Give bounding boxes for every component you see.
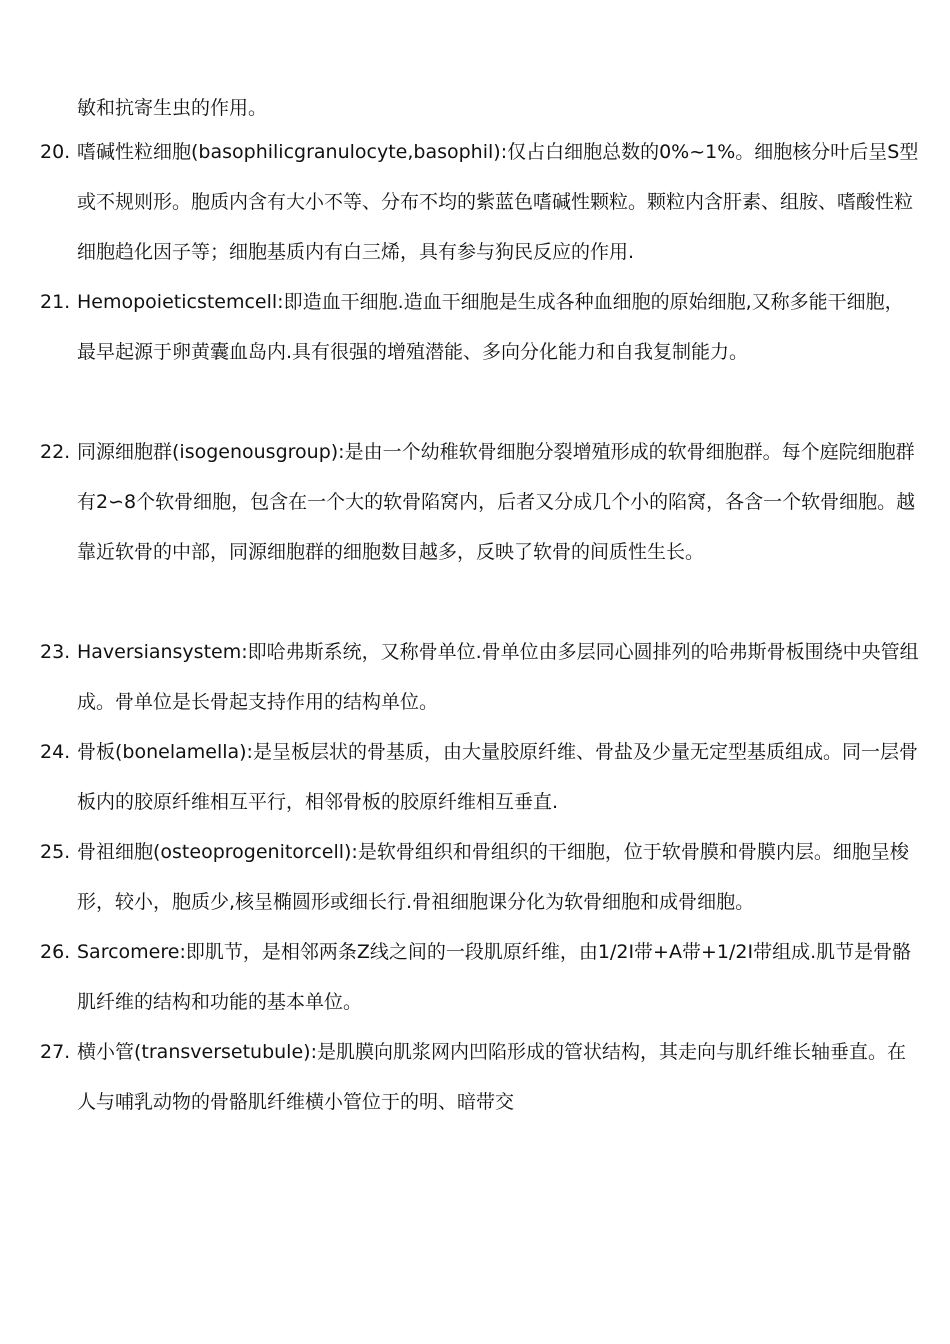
entry-text: 嗜碱性粒细胞(basophilicgranulocyte,basophil):仅占白细胞总数的0%~1%。细胞核分叶后呈S型或不规则形。胞质内含有大小不等、分布不均的紫蓝色嗜碱性颗粒。颗粒内含肝素、组胺、嗜酸性粒细胞趋化因子等；细胞基质内有白三烯，具有参与狗民反应的作用. xyxy=(77,141,919,263)
entry-27 xyxy=(40,1027,920,1127)
entry-22 xyxy=(40,427,920,577)
entry-number: 25. xyxy=(40,841,71,863)
entry-20 xyxy=(40,127,920,277)
entry-number: 20. xyxy=(40,141,71,163)
entry-24 xyxy=(40,727,920,827)
entry-number: 23. xyxy=(40,641,71,663)
entry-number: 26. xyxy=(40,941,71,963)
entry-text: Sarcomere:即肌节，是相邻两条Z线之间的一段肌原纤维，由1/2I带+A带+1/2I带组成.肌节是骨骼肌纤维的结构和功能的基本单位。 xyxy=(77,941,912,1013)
entry-text: 骨板(bonelamella):是呈板层状的骨基质，由大量胶原纤维、骨盐及少量无定型基质组成。同一层骨板内的胶原纤维相互平行，相邻骨板的胶原纤维相互垂直. xyxy=(77,741,918,813)
entry-number: 22. xyxy=(40,441,71,463)
entry-25 xyxy=(40,827,920,927)
entry-text: 骨祖细胞(osteoprogenitorcell):是软骨组织和骨组织的干细胞，位于软骨膜和骨膜内层。细胞呈梭形，较小，胞质少,核呈椭圆形或细长行.骨祖细胞课分化为软骨细胞和成骨细胞。 xyxy=(77,841,909,913)
entry-23 xyxy=(40,627,920,727)
entry-text: 同源细胞群(isogenousgroup):是由一个幼稚软骨细胞分裂增殖形成的软骨细胞群。每个庭院细胞群有2∽8个软骨细胞，包含在一个大的软骨陷窝内，后者又分成几个小的陷窝，各含一个软骨细胞。越靠近软骨的中部，同源细胞群的细胞数目越多，反映了软骨的间质性生长。 xyxy=(77,441,916,563)
entry-21 xyxy=(40,277,920,377)
entry-text: Hemopoieticstemcell:即造血干细胞.造血干细胞是生成各种血细胞的原始细胞,又称多能干细胞，最早起源于卵黄囊血岛内.具有很强的增殖潜能、多向分化能力和自我复制能力。 xyxy=(77,291,904,363)
continuation-text: 敏和抗寄生虫的作用。 xyxy=(77,97,268,119)
entry-number: 21. xyxy=(40,291,71,313)
entry-text: Haversiansystem:即哈弗斯系统，又称骨单位.骨单位由多层同心圆排列的哈弗斯骨板围绕中央管组成。骨单位是长骨起支持作用的结构单位。 xyxy=(77,641,919,713)
entry-26 xyxy=(40,927,920,1027)
entry-number: 24. xyxy=(40,741,71,763)
entry-text: 横小管(transversetubule):是肌膜向肌浆网内凹陷形成的管状结构，其走向与肌纤维长轴垂直。在人与哺乳动物的骨骼肌纤维横小管位于的明、暗带交 xyxy=(77,1041,906,1113)
entry-number: 27. xyxy=(40,1041,71,1063)
